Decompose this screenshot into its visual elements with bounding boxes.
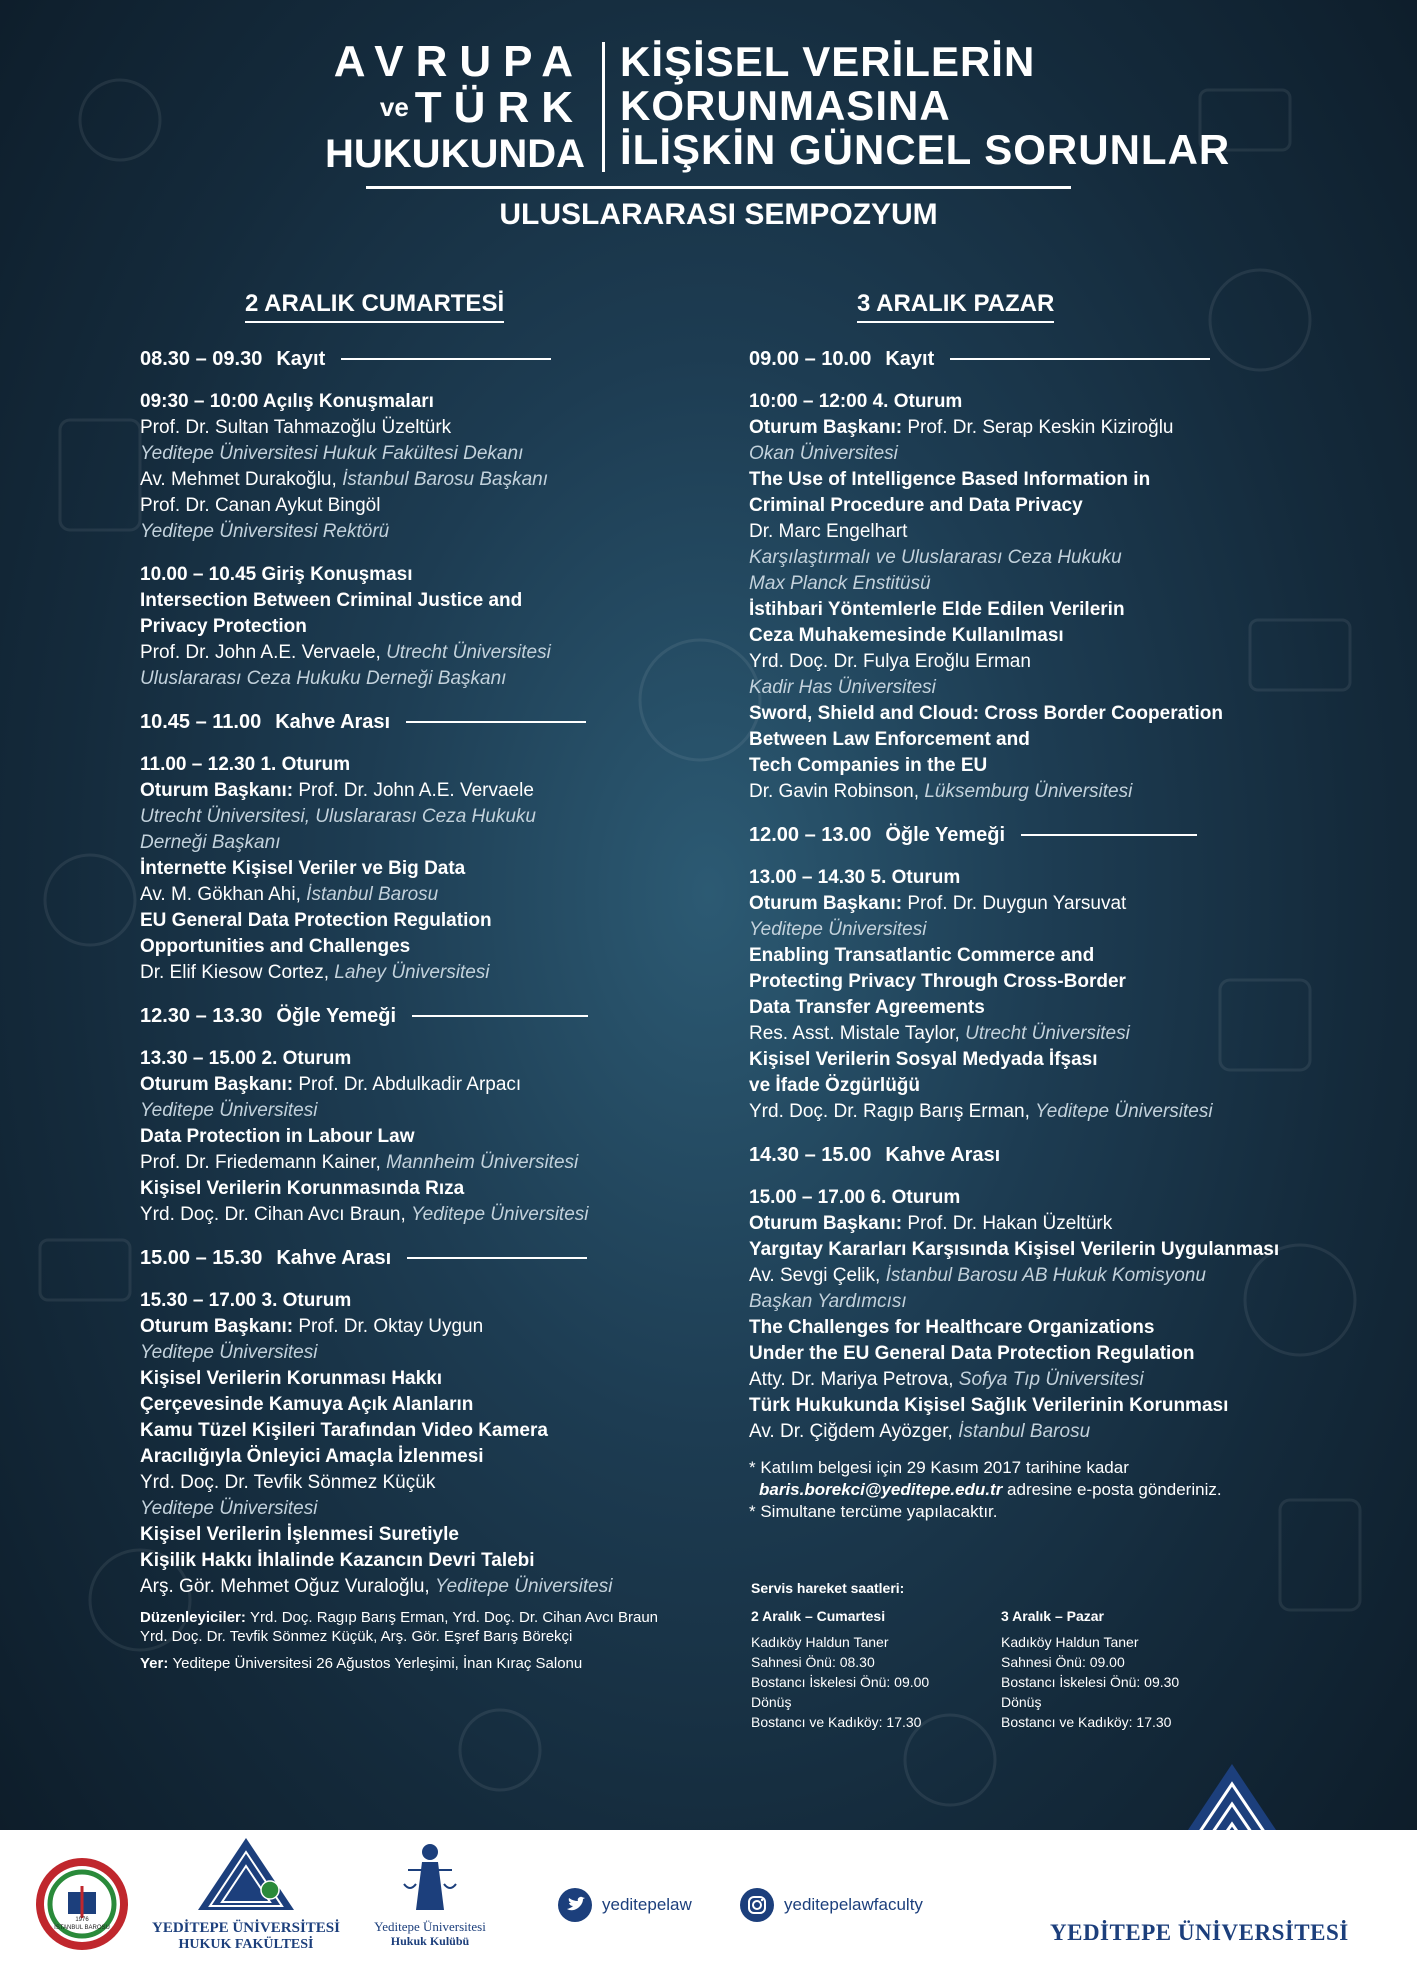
talk-title: Opportunities and Challenges [140,936,411,957]
talk-title: Privacy Protection [140,616,307,637]
note-email: baris.borekci@yeditepe.edu.tr adresine e-posta gönderiniz. [759,1480,1222,1499]
day1-keynote-head: 10.00 – 10.45 Giriş Konuşması [140,564,413,585]
affiliation: Uluslararası Ceza Hukuku Derneği Başkanı [140,668,507,689]
title-right-line3: İLİŞKİN GÜNCEL SORUNLAR [620,126,1231,174]
talk-title: ve İfade Özgürlüğü [749,1075,921,1096]
time: 08.30 – 09.30 [140,348,263,370]
speaker: Yrd. Doç. Dr. Tevfik Sönmez Küçük [140,1472,436,1493]
title-ve: ve [379,92,409,122]
speaker: Atty. Dr. Mariya Petrova, Sofya Tıp Üniversitesi [749,1369,1144,1390]
bar-association-seal [34,1856,130,1957]
law-faculty-sub: HUKUK FAKÜLTESİ [178,1937,314,1952]
talk-title: İstihbari Yöntemlerle Elde Edilen Verilerin [749,599,1125,620]
affiliation: Kadir Has Üniversitesi [749,677,936,698]
affiliation: Utrecht Üniversitesi, Uluslararası Ceza Hukuku [140,806,536,827]
day1-session3-head: 15.30 – 17.00 3. Oturum [140,1290,352,1311]
speaker: Av. M. Gökhan Ahi, İstanbul Barosu [140,884,439,905]
speaker: Av. Mehmet Durakoğlu, İstanbul Barosu Başkanı [140,469,549,490]
title-left [325,37,585,176]
talk-title: Kişisel Verilerin Korunması Hakkı [140,1368,443,1389]
title-right-line1: KİŞİSEL VERİLERİN [620,38,1036,85]
note-translation: * Simultane tercüme yapılacaktır. [749,1502,998,1521]
affiliation: Derneği Başkanı [140,832,281,853]
affiliation: Okan Üniversitesi [749,443,898,464]
speaker: Yrd. Doç. Dr. Fulya Eroğlu Erman [749,651,1031,672]
affiliation: Karşılaştırmalı ve Uluslararası Ceza Hukuku [749,547,1122,568]
talk-title: Enabling Transatlantic Commerce and [749,945,1095,966]
talk-title: Yargıtay Kararları Karşısında Kişisel Verilerin Uygulanması [749,1239,1280,1260]
speaker: Yrd. Doç. Dr. Cihan Avcı Braun, Yeditepe Üniversitesi [140,1204,589,1225]
law-faculty-logo [146,1834,346,1953]
title-divider [602,42,605,172]
title-turk-line [325,83,585,132]
law-club-logo [360,1840,500,1949]
instagram-icon [740,1888,774,1922]
title-rule [366,186,1071,189]
chair: Oturum Başkanı: Prof. Dr. Oktay Uygun [140,1316,484,1337]
title-avrupa: AVRUPA [333,37,585,86]
day1-session1-head: 11.00 – 12.30 1. Oturum [140,754,351,775]
shuttle-schedule [751,1578,1311,1732]
affiliation: Yeditepe Üniversitesi [140,1100,318,1121]
yeditepe-university-name: YEDİTEPE ÜNİVERSİTESİ [1050,1920,1349,1945]
talk-title: Kişisel Verilerin İşlenmesi Suretiyle [140,1524,459,1545]
affiliation: Yeditepe Üniversitesi [140,1342,318,1363]
talk-title: Kişilik Hakkı İhlalinde Kazancın Devri Talebi [140,1550,535,1571]
speaker: Res. Asst. Mistale Taylor, Utrecht Üniversitesi [749,1023,1130,1044]
talk-title: Kişisel Verilerin Sosyal Medyada İfşası [749,1049,1098,1070]
day1-program [140,346,730,1673]
speaker: Dr. Gavin Robinson, Lüksemburg Üniversitesi [749,781,1133,802]
day1-opening-head: 09:30 – 10:00 Açılış Konuşmaları [140,391,434,412]
rule [341,358,551,360]
organizers: Düzenleyiciler: Yrd. Doç. Ragıp Barış Erman, Yrd. Doç. Dr. Cihan Avcı Braun [140,1609,658,1626]
organizers-line2: Yrd. Doç. Dr. Tevfik Sönmez Küçük, Arş. Gör. Eşref Barış Börekçi [140,1628,573,1645]
day1-break2: 15.00 – 15.30 Kahve Arası [140,1245,730,1271]
contact-email[interactable]: baris.borekci@yeditepe.edu.tr [759,1480,1003,1499]
instagram-link[interactable] [740,1888,923,1922]
speaker: Prof. Dr. John A.E. Vervaele, Utrecht Üniversitesi [140,642,551,663]
day1-lunch: 12.30 – 13.30 Öğle Yemeği [140,1003,730,1029]
chair: Oturum Başkanı: Prof. Dr. Abdulkadir Arpacı [140,1074,522,1095]
speaker: Yrd. Doç. Dr. Ragıp Barış Erman, Yeditepe Üniversitesi [749,1101,1213,1122]
speaker: Dr. Elif Kiesow Cortez, Lahey Üniversitesi [140,962,490,983]
talk-title: Between Law Enforcement and [749,729,1030,750]
chair: Oturum Başkanı: Prof. Dr. Hakan Üzeltürk [749,1213,1113,1234]
talk-title: Ceza Muhakemesinde Kullanılması [749,625,1064,646]
day2-session6-head: 15.00 – 17.00 6. Oturum [749,1187,961,1208]
footer [0,1830,1417,1984]
title-hukukunda: HUKUKUNDA [325,132,585,176]
speaker: Av. Dr. Çiğdem Ayözger, İstanbul Barosu [749,1421,1091,1442]
talk-title: Protecting Privacy Through Cross-Border [749,971,1126,992]
talk-title: Tech Companies in the EU [749,755,988,776]
speaker: Arş. Gör. Mehmet Oğuz Vuraloğlu, Yeditepe Üniversitesi [140,1576,613,1597]
chair: Oturum Başkanı: Prof. Dr. Duygun Yarsuvat [749,893,1127,914]
affiliation: Yeditepe Üniversitesi [140,1498,318,1519]
speaker: Prof. Dr. Canan Aykut Bingöl [140,495,381,516]
talk-title: Kişisel Verilerin Korunmasında Rıza [140,1178,465,1199]
note-certificate: * Katılım belgesi için 29 Kasım 2017 tarihine kadar [749,1458,1129,1477]
law-club-name: Yeditepe Üniversitesi [374,1919,486,1934]
chair: Oturum Başkanı: Prof. Dr. John A.E. Vervaele [140,780,534,801]
speaker: Av. Sevgi Çelik, İstanbul Barosu AB Hukuk Komisyonu [749,1265,1206,1286]
talk-title: Intersection Between Criminal Justice and [140,590,523,611]
day2-session5-head: 13.00 – 14.30 5. Oturum [749,867,961,888]
justice-figure-icon [400,1840,460,1914]
talk-title: Sword, Shield and Cloud: Cross Border Cooperation [749,703,1223,724]
affiliation: Yeditepe Üniversitesi Rektörü [140,521,390,542]
day1-title: 2 ARALIK CUMARTESİ [245,290,504,323]
talk-title: Data Transfer Agreements [749,997,985,1018]
law-faculty-name: YEDİTEPE ÜNİVERSİTESİ [152,1920,340,1936]
venue: Yer: Yeditepe Üniversitesi 26 Ağustos Yerleşimi, İnan Kıraç Salonu [140,1655,583,1672]
title-right [620,40,1230,172]
affiliation: Yeditepe Üniversitesi Hukuk Fakültesi Dekanı [140,443,524,464]
twitter-icon [558,1888,592,1922]
law-faculty-triangle-icon [196,1834,296,1914]
subtitle: ULUSLARARASI SEMPOZYUM [499,198,938,231]
day2-lunch: 12.00 – 13.00 Öğle Yemeği [749,822,1389,848]
day2-title: 3 ARALIK PAZAR [857,290,1054,323]
shuttle-day2: 3 Aralık – Pazar Kadıköy Haldun Taner Sahnesi Önü: 09.00 Bostancı İskelesi Önü: 09.30 Dönüş Bostancı ve Kadıköy: 17.30 [1001,1608,1180,1730]
title-right-line2: KORUNMASINA [620,82,951,130]
talk-title: Under the EU General Data Protection Regulation [749,1343,1195,1364]
twitter-handle: yeditepelaw [602,1895,692,1914]
talk-title: Türk Hukukunda Kişisel Sağlık Verilerinin Korunması [749,1395,1229,1416]
label: Kayıt [276,348,326,370]
speaker: Prof. Dr. Friedemann Kainer, Mannheim Üniversitesi [140,1152,579,1173]
talk-title: The Use of Intelligence Based Information in [749,469,1151,490]
talk-title: EU General Data Protection Regulation [140,910,492,931]
talk-title: İnternette Kişisel Veriler ve Big Data [140,858,466,879]
talk-title: Çerçevesinde Kamuya Açık Alanların [140,1394,474,1415]
day2-program [749,346,1389,1523]
day1-session2-head: 13.30 – 15.00 2. Oturum [140,1048,352,1069]
law-club-sub: Hukuk Kulübü [390,1934,470,1948]
speaker: Prof. Dr. Sultan Tahmazoğlu Üzeltürk [140,417,452,438]
talk-title: Criminal Procedure and Data Privacy [749,495,1083,516]
speaker: Dr. Marc Engelhart [749,521,908,542]
bar-seal-text: 1976 İSTANBUL BAROSU [54,1917,110,1931]
day1-kayit [140,346,730,372]
title-turk: TÜRK [414,83,585,132]
talk-title: Kamu Tüzel Kişileri Tarafından Video Kamera [140,1420,548,1441]
affiliation: Max Planck Enstitüsü [749,573,931,594]
bar-seal-icon [34,1856,130,1952]
shuttle-day1: 2 Aralık – Cumartesi Kadıköy Haldun Taner Sahnesi Önü: 08.30 Bostancı İskelesi Önü: 09.00 Dönüş Bostancı ve Kadıköy: 17.30 [751,1608,930,1730]
instagram-handle: yeditepelawfaculty [784,1895,923,1914]
talk-title: Aracılığıyla Önleyici Amaçla İzlenmesi [140,1446,484,1467]
day2-kayit: 09.00 – 10.00 Kayıt [749,346,1389,372]
day2-break: 14.30 – 15.00 Kahve Arası [749,1144,1001,1166]
day2-session4-head: 10:00 – 12:00 4. Oturum [749,391,963,412]
twitter-link[interactable] [558,1888,692,1922]
affiliation: Başkan Yardımcısı [749,1291,907,1312]
talk-title: Data Protection in Labour Law [140,1126,415,1147]
talk-title: The Challenges for Healthcare Organizations [749,1317,1155,1338]
day1-break1: 10.45 – 11.00 Kahve Arası [140,709,730,735]
affiliation: Yeditepe Üniversitesi [749,919,927,940]
shuttle-title: Servis hareket saatleri: [751,1580,905,1596]
chair: Oturum Başkanı: Prof. Dr. Serap Keskin Kiziroğlu [749,417,1174,438]
